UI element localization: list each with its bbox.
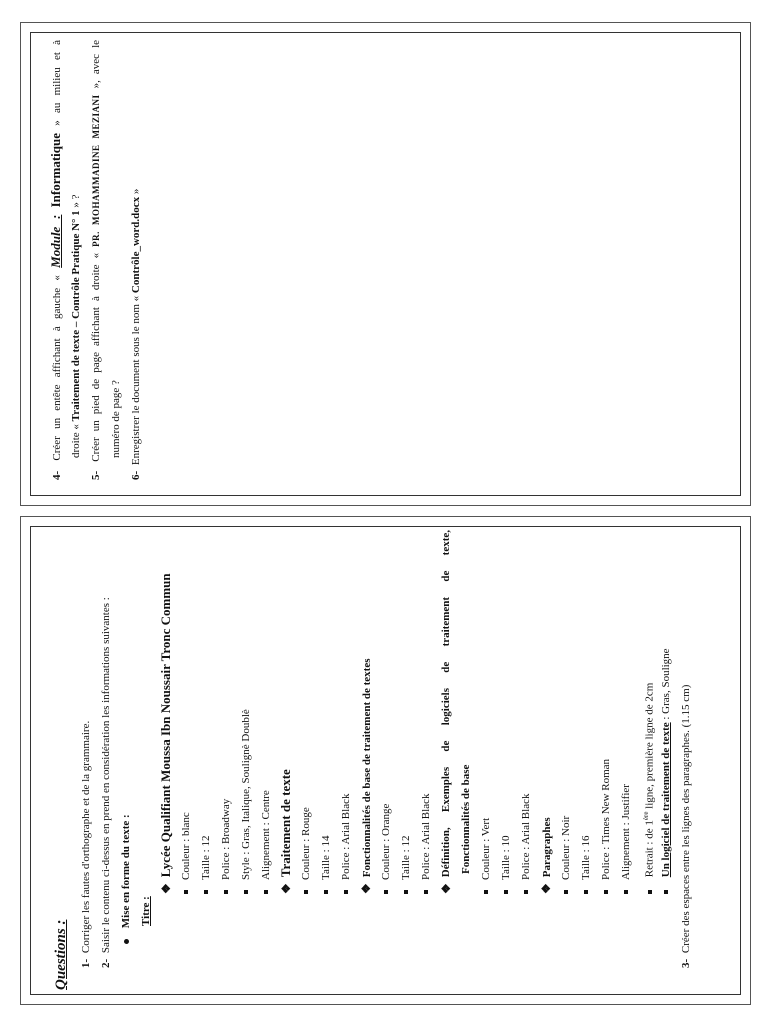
q5-line2	[106, 40, 126, 480]
diamond-bullet-icon: ❖	[539, 883, 553, 894]
definition-heading-words	[436, 530, 456, 877]
list-item	[376, 530, 396, 990]
q5-text-c: », avec le	[90, 39, 102, 89]
prop-text: Police : Arial Black	[420, 793, 432, 880]
diamond-bullet-icon: ❖	[439, 883, 453, 894]
list-item	[176, 530, 196, 990]
section-heading-traitement	[276, 530, 296, 990]
list-item	[256, 530, 276, 990]
q4-text-c: » au milieu et à	[51, 40, 63, 126]
q5-author-name: PR. MOHAMMADINE MEZIANI	[91, 94, 101, 247]
prop-text: Style : Gras, Italique, Soulignè Doublè	[240, 709, 252, 880]
retrait-text-b: ligne, première ligne de 2cm	[643, 682, 656, 812]
prop-text: Taille : 16	[580, 835, 592, 880]
lycee-heading-text: Lycée Qualifiant Moussa Ibn Noussair Tronc Commun	[158, 573, 173, 878]
q1-line	[76, 530, 96, 990]
logiciel-text-a: Un logiciel de traitement de texte	[660, 722, 672, 878]
prop-text: Couleur : blanc	[180, 812, 192, 880]
prop-text: Couleur : Vert	[480, 817, 492, 880]
q4-text-a: Créer un entête affichant à gauche «	[51, 275, 63, 461]
q2-number: 2-	[100, 958, 112, 968]
list-item	[616, 530, 636, 990]
q3-text: Créer des espaces entre les lignes des paragraphes. (1.15 cm)	[680, 684, 692, 954]
titre-label-text: Titre :	[140, 896, 152, 926]
prop-text: Police : Broadway	[220, 798, 232, 880]
q2-line	[96, 530, 116, 990]
prop-text: Police : Arial Black	[340, 793, 352, 880]
list-item	[656, 530, 676, 990]
mise-en-forme-text: Mise en forme du texte :	[120, 814, 132, 929]
q5-number: 5-	[90, 470, 102, 480]
q3-number: 3-	[680, 958, 692, 968]
titre-label	[136, 530, 156, 990]
retrait-text-a: Retrait : de 1	[643, 820, 656, 878]
section-heading-fonctionnalites	[356, 530, 376, 990]
prop-text: Taille : 12	[200, 835, 212, 880]
list-item	[496, 530, 516, 990]
q4-line1	[46, 40, 66, 480]
heading-word: Définition,	[440, 827, 452, 878]
prop-text: Taille : 10	[500, 835, 512, 880]
heading-word: traitement	[440, 596, 452, 647]
list-item	[576, 530, 596, 990]
q5-line1	[86, 40, 106, 480]
q6-text-a: Enregistrer le document sous le nom «	[130, 295, 142, 466]
heading-word: de	[440, 740, 452, 752]
page-bottom-content	[46, 530, 696, 990]
q4-line2	[66, 40, 86, 480]
prop-text: Taille : 12	[400, 835, 412, 880]
heading-word: de	[440, 661, 452, 673]
q4-header-right-text: Traitement de texte – Contrôle Pratique N° 1	[70, 210, 82, 422]
traitement-heading-text: Traitement de texte	[278, 769, 293, 878]
list-item	[596, 530, 616, 990]
page-top-content	[46, 40, 146, 480]
list-item	[216, 530, 236, 990]
diamond-bullet-icon: ❖	[359, 883, 373, 894]
q4-line2-a: droite «	[70, 424, 82, 458]
list-item	[396, 530, 416, 990]
prop-text: Alignement : Justifier	[620, 784, 632, 880]
q4-line2-c: » ?	[70, 194, 82, 208]
section-heading-lycee	[156, 530, 176, 990]
diamond-bullet-icon: ❖	[159, 883, 173, 894]
definition-heading-line2	[456, 530, 476, 990]
q5-text-a: Créer un pied de page affichant à droite «	[90, 252, 102, 462]
heading-word: texte,	[440, 530, 452, 556]
prop-text: Alignement : Centre	[260, 790, 272, 880]
logiciel-text-b: : Gras, Souligne	[660, 648, 672, 723]
prop-text: Couleur : Orange	[380, 803, 392, 880]
heading-word: de	[440, 570, 452, 582]
questions-title: Questions :	[53, 919, 69, 990]
list-item	[316, 530, 336, 990]
list-item	[296, 530, 316, 990]
prop-text: Couleur : Rouge	[300, 807, 312, 880]
q6-filename: Contrôle_word.docx	[130, 196, 142, 294]
list-item	[336, 530, 356, 990]
heading-word: Exemples	[440, 766, 452, 813]
q6-number: 6-	[130, 470, 142, 480]
section-heading-paragraphes	[536, 530, 556, 990]
list-item	[636, 530, 656, 990]
q4-informatique: Informatique	[48, 132, 63, 208]
heading-word: logiciels	[440, 688, 452, 726]
definition-heading-line2-text: Fonctionnalités de base	[460, 764, 472, 874]
prop-text: Taille : 14	[320, 835, 332, 880]
paragraphes-heading-text: Paragraphes	[541, 817, 553, 878]
list-item	[196, 530, 216, 990]
list-item	[556, 530, 576, 990]
prop-text: Police : Arial Black	[520, 793, 532, 880]
list-item	[416, 530, 436, 990]
q4-number: 4-	[51, 470, 63, 480]
section-heading-definition	[436, 530, 456, 990]
q2-text: Saisir le contenu ci-dessus en prend en considération les informations suivantes :	[100, 597, 112, 954]
q6-line	[126, 40, 146, 480]
list-item	[476, 530, 496, 990]
diamond-bullet-icon: ❖	[279, 883, 293, 894]
q1-text: Corriger les fautes d'orthographe et de la grammaire.	[80, 720, 92, 954]
list-item	[516, 530, 536, 990]
q3-line	[676, 530, 696, 990]
q4-module-label: Module :	[48, 214, 63, 268]
q6-text-c: »	[130, 188, 142, 195]
list-item	[236, 530, 256, 990]
prop-text: Police : Times New Roman	[600, 758, 612, 880]
mise-en-forme-heading	[116, 530, 136, 990]
fonctionnalites-heading-text: Fonctionnalités de base de traitement de textes	[361, 658, 373, 878]
retrait-sup: ère	[642, 811, 650, 821]
q1-number: 1-	[80, 958, 92, 968]
prop-text: Couleur : Noir	[560, 815, 572, 880]
q5-line2-text: numéro de page ?	[110, 380, 122, 458]
